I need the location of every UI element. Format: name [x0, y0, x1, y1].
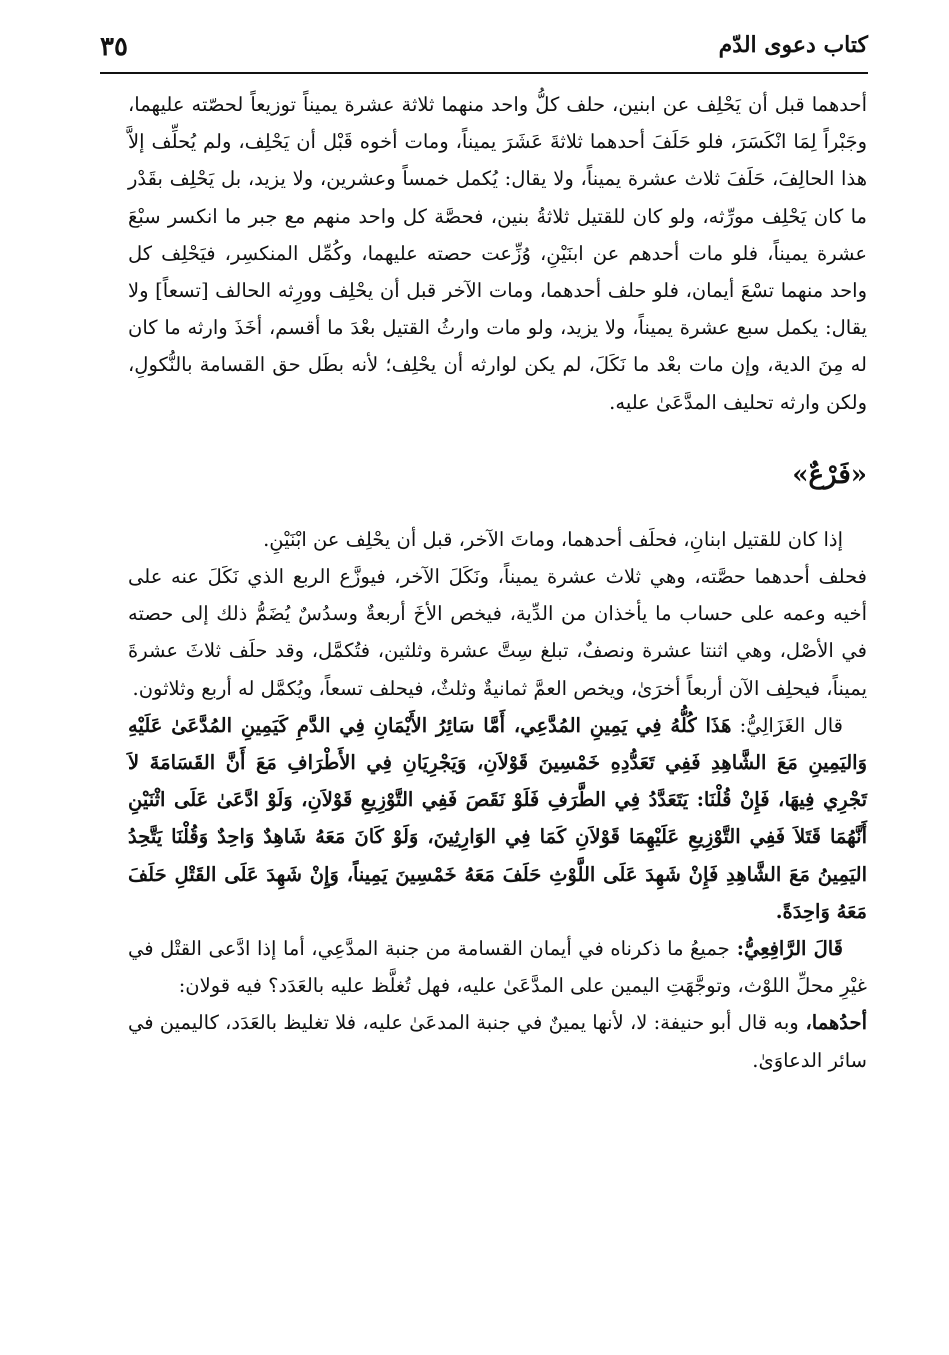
page-header	[100, 24, 868, 74]
paragraph-ghazali	[128, 707, 867, 930]
paragraph-2: إذا كان للقتيل ابنانِ، فحلَف أحدهما، وماتَ الآخر، قبل أن يحْلِف عن ابْنَيْنِ.	[263, 527, 843, 551]
first-opinion-text: وبه قال أبو حنيفة: لا، لأنها يمينٌ في جنبة المدعَىٰ عليه، فلا تغليظ بالعَدَد، كاليمين في سائر الدعاوَىٰ.	[128, 1011, 867, 1072]
ghazali-lead: قال الغَزَالِيُّ:	[731, 713, 843, 737]
page-body	[128, 86, 867, 1079]
ghazali-text: هَذَا كُلُّهُ فِي يَمِينِ المُدَّعِي، أَمَّا سَائِرُ الأَيْمَانِ فِي الدَّمِ كَيَمِينِ المُدَّعَىٰ عَلَيْهِ وَاليَمِينِ مَعَ الشَّاهِدِ فَفِي تَعَدُّدِهِ خَمْسِينَ قَوْلاَنِ، وَيَجْرِيَانِ فِي الأَطْرَافِ مَعَ أَنَّ القَسَامَةَ لاَ تَجْرِي فِيهَا، فَإِنْ قُلْنَا: يَتَعَدَّدُ فِي الطَّرَفِ فَلَوْ نَقَصَ فَفِي التَّوْزِيعِ قَوْلاَنِ، وَلَوْ ادَّعَىٰ عَلَى اثْنَيْنِ أَنَّهُمَا قَتَلاَ فَفِي التَّوْزِيعِ عَلَيْهِمَا قَوْلاَنِ كَمَا فِي الوَارِثِينَ، وَلَوْ كَانَ مَعَهُ شَاهِدٌ وَاحِدٌ وَقُلْنَا يَتَّحِدُ اليَمِينُ مَعَ الشَّاهِدِ فَإِنْ شَهِدَ عَلَى اللَّوْثِ حَلَفَ مَعَهُ خَمْسِينَ يَمِيناً، وَإِنْ شَهِدَ عَلَى القَتْلِ حَلَفَ مَعَهُ وَاحِدَةً.	[128, 713, 867, 923]
paragraph-first-opinion	[128, 1004, 867, 1078]
first-opinion-lead: أحدُهما،	[798, 1011, 867, 1035]
paragraph-rafii	[128, 930, 867, 1004]
running-head-title: كتاب دعوى الدّم	[718, 32, 868, 58]
paragraph-3: فحلف أحدهما حصَّته، وهي ثلاث عشرة يميناً، ونَكَلَ الآخر، فيوزَّع الربع الذي نَكَلَ عنه على أخيه وعمه على حساب ما يأخذان من الدِّية، فيخص الأخَ أربعةٌ وسدُسٌ يُضَمُّ ذلك إلى حصته في الأصْل، وهي اثنتا عشرة ونصفٌ، تبلغ سِتَّ عشرة وثلثين، فتُكمَّل، وقد حلَف ثلاثَ عشرةَ يميناً، فيحلِف الآن أربعاً أخرَىٰ، ويخص العمَّ ثمانيةٌ وثلثٌ، فيحلف تسعاً، ويُكمَّل له أربع وثلاثون.	[128, 565, 867, 700]
rafii-text: جميعُ ما ذكرناه في أيمان القسامة من جنبة المدَّعِي، أما إذا ادَّعى القتْل في غيْرِ محلِّ اللوْث، وتوجَّهَتِ اليمين على المدَّعَىٰ عليه، فهل تُغلَّظ عليه بالعَدَد؟ فيه قولان:	[128, 937, 867, 998]
paragraph-1: أحدهما قبل أن يَحْلِف عن ابنين، حلف كلُّ واحد منهما ثلاثة عشرة يميناً توزيعاً لحصّته عليهما، وجَبْراً لِمَا انْكَسَرَ، فلو حَلَفَ أحدهما ثلاثةَ عَشَرَ يميناً، ومات أخوه قَبْل أن يَحْلِف، ولم يُحلِّف إلاَّ هذا الحالِفَ، حَلَفَ ثلاث عشرة يميناً، ولا يقال: يُكمل خمساً وعشرين، ولا يزيد، بل يَحْلِف بقَدْر ما كان يَحْلِف مورِّثه، ولو كان للقتيل ثلاثةُ بنين، فحصَّة كل واحد منهم مع جبر ما انكسر سبْعَ عشرة يميناً، فلو مات أحدهم عن ابنَيْنِ، وُزِّعت حصته عليهما، وكُمِّل المنكسِر، فيَحْلِف كل واحد منهما تسْعَ أيمان، فلو حلف أحدهما، ومات الآخر قبل أن يحْلِف وورِثه الحالف [تسعاً] ولا يقال: يكمل سبع عشرة يميناً، ولا يزيد، ولو مات وارثُ القتيل بعْدَ ما أقسم، أخَذَ وارثه ما كان له مِنَ الدية، وإن مات بعْد ما نَكَلَ، لم يكن لوارثه أن يحْلِف؛ لأنه بطَل حق القسامة بالنُّكولِ، ولكن وارثه تحليف المدَّعَىٰ عليه.	[128, 93, 867, 414]
rafii-lead: قَالَ الرَّافِعِيُّ:	[729, 937, 843, 961]
section-heading: «فَرْعٌ»	[792, 459, 867, 490]
page-number: ٣٥	[100, 32, 128, 62]
